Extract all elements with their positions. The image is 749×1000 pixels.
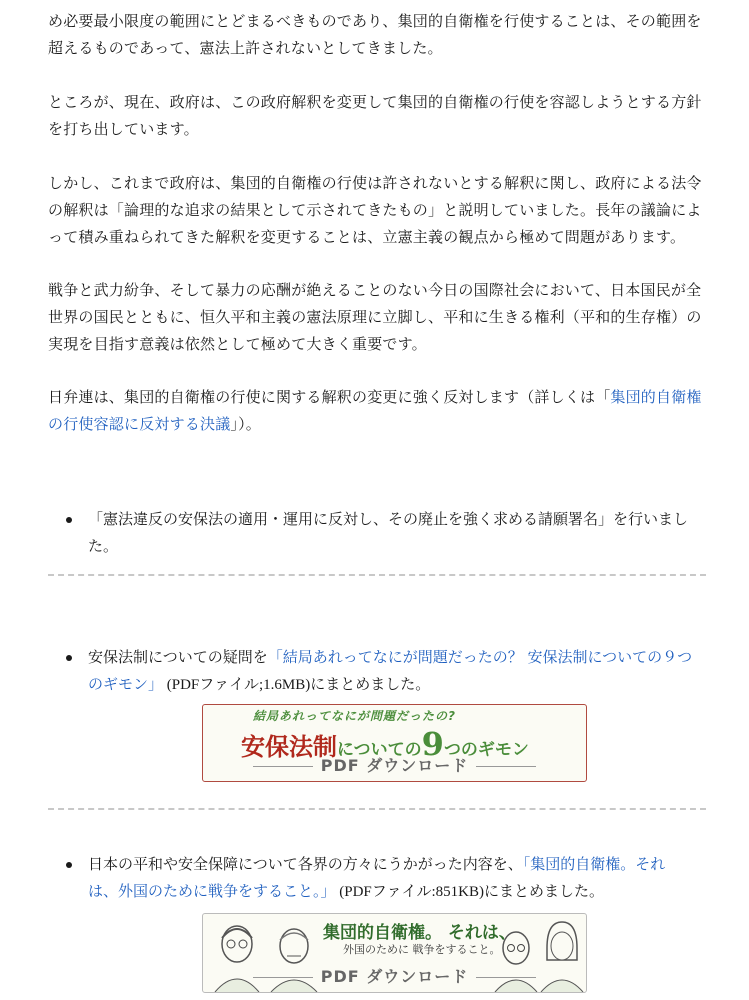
list-item-line [88, 851, 706, 878]
file-info: (PDFファイル:851KB)にまとめました。 [335, 884, 604, 900]
paragraph-line: の解釈は「論理的な追求の結果として示されてきたもの」と説明していました。長年の議論によ [48, 201, 702, 219]
list-item-line: 「憲法違反の安保法の適用・運用に反対し、その廃止を強く求める請願署名」を行いまし [88, 510, 689, 528]
list-item-label: 安保法制についての疑問を [88, 648, 268, 666]
paragraph-1 [48, 8, 708, 62]
list-item-9-questions [70, 644, 706, 699]
banner-title-main: 安保法制 [241, 733, 337, 761]
banner-title-mid: についての [337, 740, 422, 760]
resolution-link-cont[interactable]: の行使容認に反対する決議 [48, 415, 231, 433]
banner-title-end: つのギモン [443, 740, 529, 760]
list-item-line [88, 644, 706, 671]
list-item-label: 日本の平和や安全保障について各界の方々にうかがった内容を、 [88, 855, 523, 873]
banner-download-label: PDF ダウンロード [203, 753, 586, 776]
list-item-text [88, 644, 706, 699]
paragraph-line: 実現を目指す意義は依然として極めて大きく重要です。 [48, 335, 427, 353]
paragraph-text: 」）。 [230, 415, 262, 433]
portrait-illustration-icon [493, 922, 539, 992]
bullet-dot [66, 517, 72, 523]
paragraph-4 [48, 277, 708, 358]
resolution-link[interactable]: 集団的自衛権 [610, 388, 702, 406]
pdf-link-9-questions-cont[interactable]: のギモン」 [88, 675, 164, 693]
paragraph-line: ところが、現在、政府は、この政府解釈を変更して集団的自衛権の行使を容認しようとする方針 [48, 93, 702, 111]
portrait-illustration-icon [539, 916, 585, 992]
paragraph-line: 戦争と武力紛争、そして暴力の応酬が絶えることのない今日の国際社会において、日本国民が全 [48, 281, 702, 299]
paragraph-3 [48, 170, 708, 251]
paragraph-2 [48, 89, 708, 143]
banner-title: 集団的自衛権。 それは、 [323, 923, 516, 943]
list-item-line [88, 878, 706, 906]
list-item-line: た。 [88, 537, 119, 555]
paragraph-line: め必要最小限度の範囲にとどまるべきものであり、集団的自衛権を行使することは、その範囲を [48, 12, 702, 30]
paragraph-line: しかし、これまで政府は、集団的自衛権の行使は許されないとする解釈に関し、政府による法令 [48, 174, 702, 192]
section-divider [48, 574, 706, 576]
section-divider [48, 808, 706, 810]
bullet-dot [66, 655, 72, 661]
paragraph-5 [48, 384, 708, 438]
banner-arc-text: 結局あれってなにが問題だったの? [253, 709, 456, 723]
paragraph-line [48, 411, 708, 438]
paragraph-line: 世界の国民とともに、恒久平和主義の憲法原理に立脚し、平和に生きる権利（平和的生存権）の [48, 308, 702, 326]
pdf-link-collective-defense[interactable]: 「集団的自衛権。それ [522, 855, 666, 873]
list-item-line [88, 671, 706, 699]
pdf-download-banner-collective-defense[interactable] [202, 913, 587, 993]
banner-subtitle: 外国のために 戦争をすること。 [343, 943, 501, 956]
list-item-petition [70, 506, 706, 560]
list-item-collective-defense [70, 851, 706, 906]
banner-download-label: PDF ダウンロード [203, 964, 586, 987]
file-info: (PDFファイル;1.6MB)にまとめました。 [163, 677, 431, 693]
pdf-download-banner-9-questions[interactable] [202, 704, 587, 782]
paragraph-line: って積み重ねられてきた解釈を変更することは、立憲主義の観点から極めて問題があります。 [48, 228, 686, 246]
pdf-link-collective-defense-cont[interactable]: は、外国のために戦争をすること。」 [88, 882, 336, 900]
list-item-text [88, 851, 706, 906]
paragraph-line [48, 384, 708, 411]
list-item-text [88, 506, 706, 560]
paragraph-line: 超えるものであって、憲法上許されないとしてきました。 [48, 39, 443, 57]
paragraph-text: 日弁連は、集団的自衛権の行使に関する解釈の変更に強く反対します（詳しくは「 [48, 388, 611, 406]
banner-title-nine: 9 [421, 725, 444, 763]
pdf-link-9-questions[interactable]: 「結局あれってなにが問題だったの？ 安保法制についての９つ [267, 648, 693, 666]
bullet-dot [66, 862, 72, 868]
paragraph-line: を打ち出しています。 [48, 120, 199, 138]
